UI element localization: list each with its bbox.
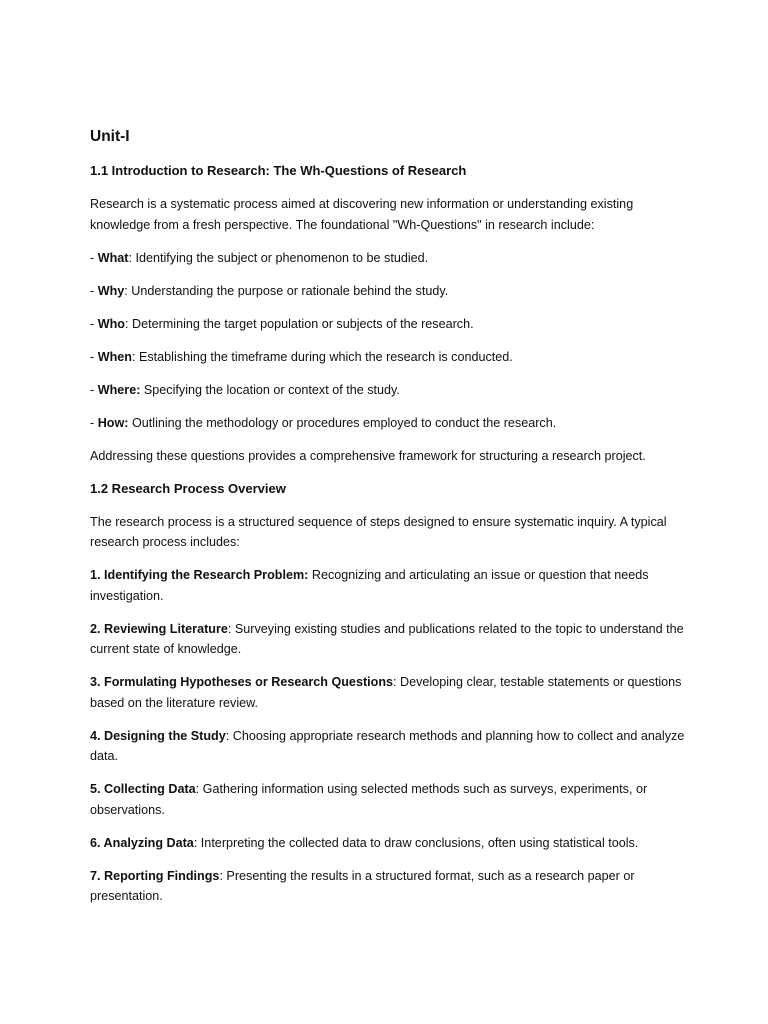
bullet-prefix: - xyxy=(90,250,98,265)
list-item xyxy=(90,672,690,713)
bullet-term: Why xyxy=(97,283,125,298)
list-item xyxy=(90,726,690,767)
step-text: : Developing clear, testable statements or questions based on the literature review. xyxy=(90,675,682,710)
list-item xyxy=(90,565,690,606)
intro-paragraph: Research is a systematic process aimed at discovering new information or understanding existing knowledge from a fresh perspective. The foundational "Wh-Questions" in research include: xyxy=(90,197,634,232)
step-term: 4. Designing the Study xyxy=(90,728,226,743)
step-term: 7. Reporting Findings xyxy=(90,868,220,883)
bullet-term: When xyxy=(97,349,132,364)
list-item xyxy=(90,779,690,820)
step-text: : Presenting the results in a structured format, such as a research paper or presentation. xyxy=(90,868,635,903)
list-item xyxy=(90,866,690,907)
closing-paragraph: Addressing these questions provides a comprehensive framework for structuring a research project. xyxy=(90,448,646,463)
step-text: : Interpreting the collected data to draw conclusions, often using statistical tools. xyxy=(193,835,639,850)
list-item xyxy=(90,380,690,401)
bullet-text: Outlining the methodology or procedures employed to conduct the research. xyxy=(128,415,557,430)
bullet-text: : Determining the target population or subjects of the research. xyxy=(124,316,474,331)
step-text: Recognizing and articulating an issue or question that needs investigation. xyxy=(90,568,649,603)
list-item xyxy=(90,281,690,302)
step-term: 6. Analyzing Data xyxy=(90,835,194,850)
step-text: : Gathering information using selected methods such as surveys, experiments, or observations. xyxy=(90,782,648,817)
list-item xyxy=(90,314,690,335)
bullet-prefix: - xyxy=(90,283,98,298)
bullet-term: Where: xyxy=(97,382,141,397)
bullet-term: What xyxy=(97,250,129,265)
section-heading-process: 1.2 Research Process Overview xyxy=(90,480,286,496)
bullet-prefix: - xyxy=(90,415,98,430)
bullet-text: : Identifying the subject or phenomenon to be studied. xyxy=(128,250,429,265)
section-heading-intro: 1.1 Introduction to Research: The Wh-Questions of Research xyxy=(90,163,467,178)
bullet-prefix: - xyxy=(90,349,98,364)
step-term: 3. Formulating Hypotheses or Research Questions xyxy=(90,675,394,689)
step-text: : Surveying existing studies and publications related to the topic to understand the current state of knowledge. xyxy=(90,621,684,656)
list-item xyxy=(90,248,690,269)
step-term: 1. Identifying the Research Problem: xyxy=(90,568,309,582)
process-intro-paragraph: The research process is a structured sequence of steps designed to ensure systematic inquiry. A typical research process includes: xyxy=(90,514,667,549)
bullet-text: Specifying the location or context of the study. xyxy=(140,382,400,397)
bullet-term: Who xyxy=(97,316,125,331)
list-item xyxy=(90,833,690,854)
unit-title: Unit-I xyxy=(90,128,130,145)
document-body xyxy=(90,126,690,919)
list-item xyxy=(90,619,690,660)
bullet-prefix: - xyxy=(90,382,98,397)
list-item xyxy=(90,413,690,434)
bullet-term: How: xyxy=(97,415,129,430)
bullet-text: : Establishing the timeframe during which the research is conducted. xyxy=(131,349,513,364)
list-item xyxy=(90,347,690,368)
bullet-text: : Understanding the purpose or rationale behind the study. xyxy=(124,283,449,298)
step-text: : Choosing appropriate research methods and planning how to collect and analyze data. xyxy=(90,728,685,763)
step-term: 2. Reviewing Literature xyxy=(90,621,228,636)
bullet-prefix: - xyxy=(90,316,98,331)
step-term: 5. Collecting Data xyxy=(90,782,196,796)
